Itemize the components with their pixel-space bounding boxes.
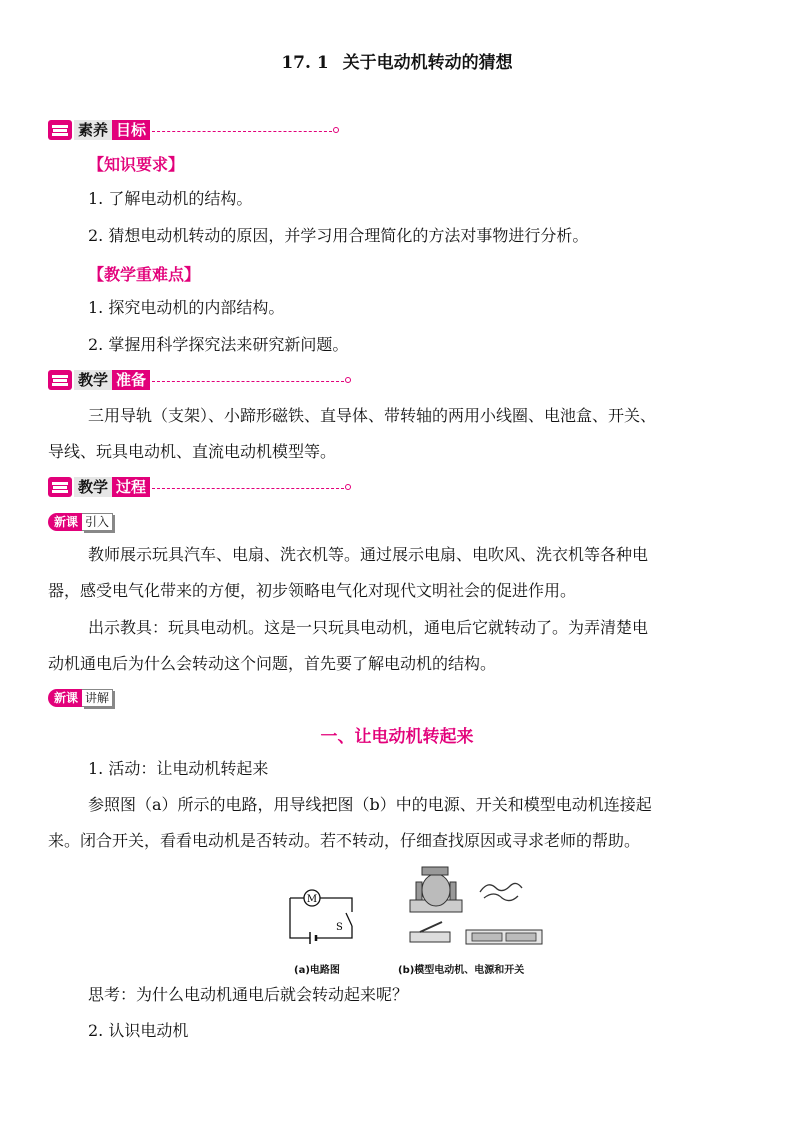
key-item-2: 2. 掌握用科学探究法来研究新问题。 xyxy=(88,335,349,354)
section-heading: 一、让电动机转起来 xyxy=(320,727,474,747)
rule-end-circle xyxy=(333,127,339,133)
activity-desc-line1: 参照图（a）所示的电路，用导线把图（b）中的电源、开关和模型电动机连接起 xyxy=(88,795,652,814)
battery-cell-2 xyxy=(506,933,536,941)
battery-cell-1 xyxy=(472,933,502,941)
connecting-wires xyxy=(480,883,522,892)
banner-goals-part1: 素养 xyxy=(74,120,112,140)
title-text: 关于电动机转动的猜想 xyxy=(342,53,513,73)
tag-intro-part1: 新课 xyxy=(48,513,82,531)
prep-line-2: 导线、玩具电动机、直流电动机模型等。 xyxy=(48,442,337,461)
banner-goals-part2: 目标 xyxy=(112,120,150,140)
switch-base xyxy=(410,932,450,942)
banner-prep-part1: 教学 xyxy=(74,370,112,390)
dashed-rule xyxy=(152,381,344,382)
prep-line-1: 三用导轨（支架）、小蹄形磁铁、直导体、带转轴的两用小线圈、电池盒、开关、 xyxy=(88,406,657,425)
think-question: 思考：为什么电动机通电后就会转动起来呢？ xyxy=(88,985,409,1004)
banner-goals xyxy=(48,119,339,141)
tag-explain-part1: 新课 xyxy=(48,689,82,707)
figure-a-caption: (a)电路图 xyxy=(294,965,340,976)
banner-process xyxy=(48,476,351,498)
knowledge-heading: 【知识要求】 xyxy=(88,155,185,174)
intro-p1-line2: 器，感受电气化带来的方便，初步领略电气化对现代文明社会的促进作用。 xyxy=(48,581,577,600)
motor-model-illustration xyxy=(402,864,550,954)
banner-prep xyxy=(48,369,351,391)
knowledge-item-2: 2. 猜想电动机转动的原因，并学习用合理简化的方法对事物进行分析。 xyxy=(88,226,589,245)
intro-p1-line1: 教师展示玩具汽车、电扇、洗衣机等。通过展示电扇、电吹风、洗衣机等各种电 xyxy=(88,545,649,564)
switch-knife xyxy=(420,922,442,932)
next-item: 2. 认识电动机 xyxy=(88,1021,189,1040)
books-icon xyxy=(48,370,72,390)
motor-pole-left xyxy=(416,882,422,900)
motor-pole-right xyxy=(450,882,456,900)
rule-end-circle xyxy=(345,377,351,383)
key-heading: 【教学重难点】 xyxy=(88,265,201,284)
section-number: 17. 1 xyxy=(281,53,329,73)
activity-desc-line2: 来。闭合开关，看看电动机是否转动。若不转动，仔细查找原因或寻求老师的帮助。 xyxy=(48,831,641,850)
key-item-1: 1. 探究电动机的内部结构。 xyxy=(88,298,285,317)
dashed-rule xyxy=(152,488,344,489)
motor-magnet xyxy=(422,867,448,875)
figure-b-caption: (b)模型电动机、电源和开关 xyxy=(398,965,525,976)
tag-intro xyxy=(48,513,113,531)
knowledge-item-1: 1. 了解电动机的结构。 xyxy=(88,189,253,208)
banner-process-part1: 教学 xyxy=(74,477,112,497)
banner-process-part2: 过程 xyxy=(112,477,150,497)
rule-end-circle xyxy=(345,484,351,490)
intro-p2-line2: 动机通电后为什么会转动这个问题，首先要了解电动机的结构。 xyxy=(48,654,497,673)
page-title xyxy=(0,48,794,73)
circuit-diagram xyxy=(282,888,362,950)
tag-explain-part2: 讲解 xyxy=(82,689,113,707)
books-icon xyxy=(48,477,72,497)
switch-label: S xyxy=(336,922,343,933)
intro-p2-line1: 出示教具：玩具电动机。这是一只玩具电动机，通电后它就转动了。为弄清楚电 xyxy=(88,618,649,637)
dashed-rule xyxy=(152,131,332,132)
motor-coil xyxy=(422,874,450,906)
tag-explain xyxy=(48,689,113,707)
motor-label: M xyxy=(306,894,318,905)
tag-intro-part2: 引入 xyxy=(82,513,113,531)
books-icon xyxy=(48,120,72,140)
activity-title: 1. 活动：让电动机转起来 xyxy=(88,759,269,778)
connecting-wires-2 xyxy=(484,894,518,901)
banner-prep-part2: 准备 xyxy=(112,370,150,390)
